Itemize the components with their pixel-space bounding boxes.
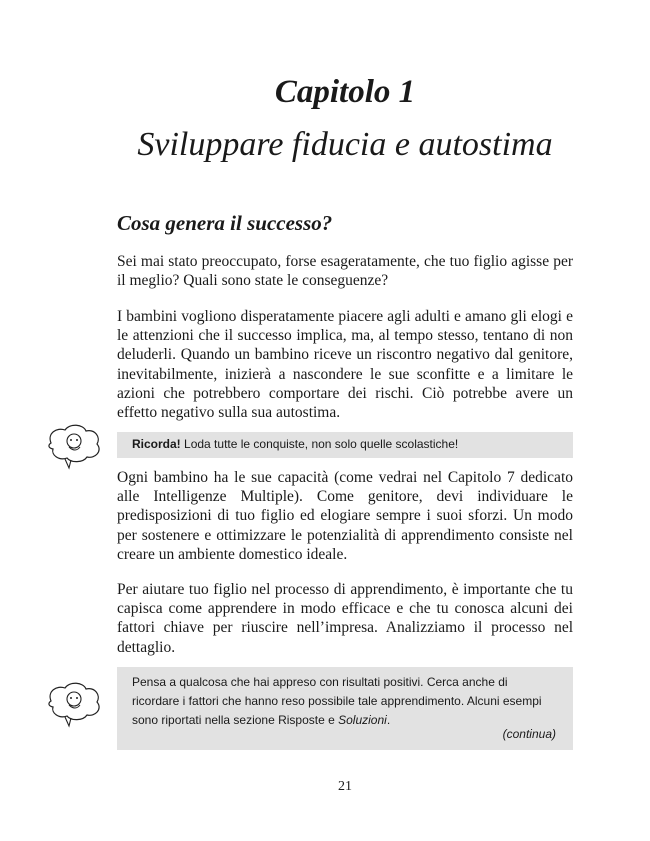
reminder-label: Ricorda! <box>132 437 181 451</box>
chapter-number: Capitolo 1 <box>274 74 416 110</box>
exercise-text: Pensa a qualcosa che hai appreso con risultati positivi. Cerca anche di ricordare i fattori che hanno reso possibile tale apprendimento. Alcuni esempi sono riportati nella sezione Risposte e <box>132 675 542 727</box>
reminder-text: Loda tutte le conquiste, non solo quelle scolastiche! <box>184 437 459 451</box>
paragraph-2: I bambini vogliono disperatamente piacere agli adulti e amano gli elogi e le attenzioni che il successo implica, ma, al tempo stesso, tentano di non deluderli. Quando un bambino riceve un riscontro negativo dal genitore, inevitabilmente, inizierà a nascondere le sue sconfitte e a limitare le azioni che potrebbero comportare dei rischi. Ciò potrebbe avere un effetto negativo sulla sua autostima. <box>117 308 573 422</box>
page-number: 21 <box>338 779 352 794</box>
reminder-note <box>117 432 573 458</box>
thought-bubble-face-icon <box>43 679 105 729</box>
exercise-italic-word: Soluzioni <box>338 713 387 727</box>
chapter-title: Sviluppare fiducia e autostima <box>137 126 553 163</box>
paragraph-1: Sei mai stato preoccupato, forse esageratamente, che tuo figlio agisse per il meglio? Quali sono state le conseguenze? <box>117 253 573 290</box>
exercise-box <box>117 667 573 750</box>
thought-bubble-face-icon <box>43 421 105 471</box>
section-heading: Cosa genera il successo? <box>117 211 333 235</box>
paragraph-3: Ogni bambino ha le sue capacità (come vedrai nel Capitolo 7 dedicato alle Intelligenze Multiple). Come genitore, devi individuare le predisposizioni di tuo figlio ed elogiare sempre i suoi sforzi. Un modo per sostenere e ottimizzare le potenzialità di apprendimento consiste nel creare un ambiente domestico ideale. <box>117 469 573 563</box>
continued-label: (continua) <box>502 727 556 741</box>
paragraph-4: Per aiutare tuo figlio nel processo di apprendimento, è importante che tu capisca come apprendere in modo efficace e che tu conosca alcuni dei fattori chiave per riuscire nell’impresa. Analizziamo il processo nel dettaglio. <box>117 581 573 656</box>
exercise-end-punct: . <box>386 713 391 727</box>
